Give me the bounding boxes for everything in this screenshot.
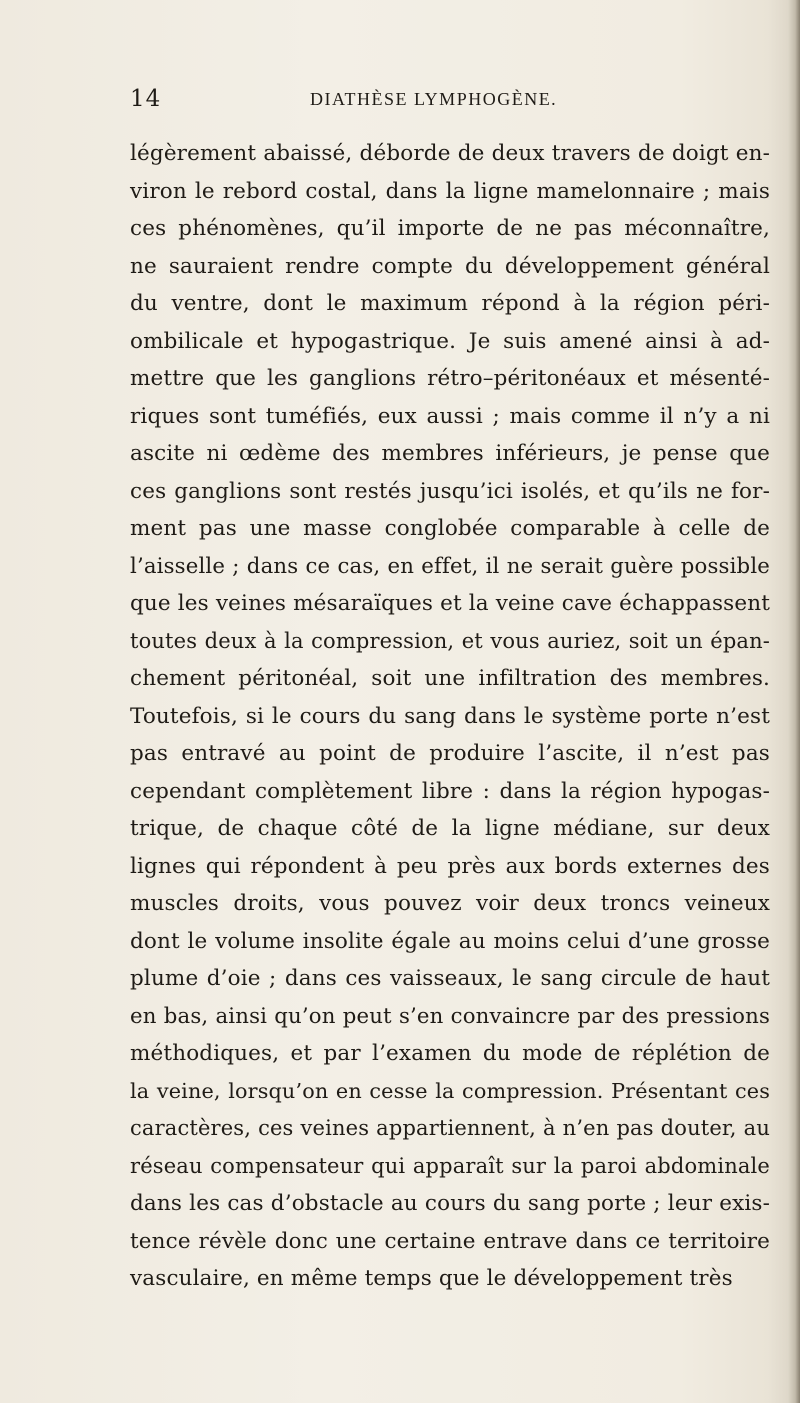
text-line: du ventre, dont le maximum répond à la région péri- (130, 291, 770, 316)
text-line: dans les cas d’obstacle au cours du sang porte ; leur exis- (130, 1191, 770, 1216)
body-text (130, 135, 770, 1298)
text-line: tence révèle donc une certaine entrave dans ce territoire (130, 1228, 770, 1254)
text-line: toutes deux à la compression, et vous auriez, soit un épan- (130, 628, 770, 653)
text-line: ascite ni œdème des membres inférieurs, je pense que (130, 441, 770, 466)
text-line: la veine, lorsqu’on en cesse la compression. Présentant ces (130, 1078, 770, 1103)
text-line: ombilicale et hypogastrique. Je suis amené ainsi à ad- (130, 328, 770, 354)
text-line: ces phénomènes, qu’il importe de ne pas méconnaître, (130, 216, 770, 241)
text-line: lignes qui répondent à peu près aux bords externes des (130, 853, 770, 879)
text-line: cependant complètement libre : dans la région hypogas- (130, 778, 770, 804)
text-line: pas entravé au point de produire l’ascite, il n’est pas (130, 741, 770, 766)
running-title: DIATHÈSE LYMPHOGÈNE. (310, 89, 558, 109)
text-line: plume d’oie ; dans ces vaisseaux, le sang circule de haut (130, 966, 770, 991)
text-line: vasculaire, en même temps que le développement très (130, 1266, 733, 1291)
text-line: viron le rebord costal, dans la ligne mamelonnaire ; mais (130, 178, 770, 204)
text-line: dont le volume insolite égale au moins celui d’une grosse (130, 928, 770, 954)
text-line: ces ganglions sont restés jusqu’ici isolés, et qu’ils ne for- (130, 478, 770, 504)
text-line: trique, de chaque côté de la ligne médiane, sur deux (130, 816, 770, 841)
text-line: riques sont tuméfiés, eux aussi ; mais comme il n’y a ni (130, 403, 770, 429)
text-line: l’aisselle ; dans ce cas, en effet, il ne serait guère possible (130, 553, 770, 579)
text-line: ment pas une masse conglobée comparable à celle de (130, 516, 770, 541)
text-line: méthodiques, et par l’examen du mode de réplétion de (130, 1041, 770, 1066)
page-edge-shadow (788, 0, 800, 1403)
page-number: 14 (130, 86, 162, 112)
text-line: que les veines mésaraïques et la veine cave échappassent (130, 591, 770, 616)
text-line: mettre que les ganglions rétro–péritonéaux et mésenté- (130, 366, 770, 391)
text-line: Toutefois, si le cours du sang dans le système porte n’est (130, 703, 770, 729)
text-line: muscles droits, vous pouvez voir deux troncs veineux (130, 891, 770, 916)
text-line: caractères, ces veines appartiennent, à n’en pas douter, au (130, 1116, 770, 1140)
text-line: réseau compensateur qui apparaît sur la paroi abdominale (130, 1153, 770, 1178)
text-line: légèrement abaissé, déborde de deux travers de doigt en- (130, 141, 770, 166)
text-line: ne sauraient rendre compte du développement général (130, 253, 770, 279)
text-line: chement péritonéal, soit une infiltration des membres. (130, 666, 770, 691)
text-line: en bas, ainsi qu’on peut s’en convaincre par des pressions (130, 1003, 770, 1029)
page-header (130, 86, 770, 120)
